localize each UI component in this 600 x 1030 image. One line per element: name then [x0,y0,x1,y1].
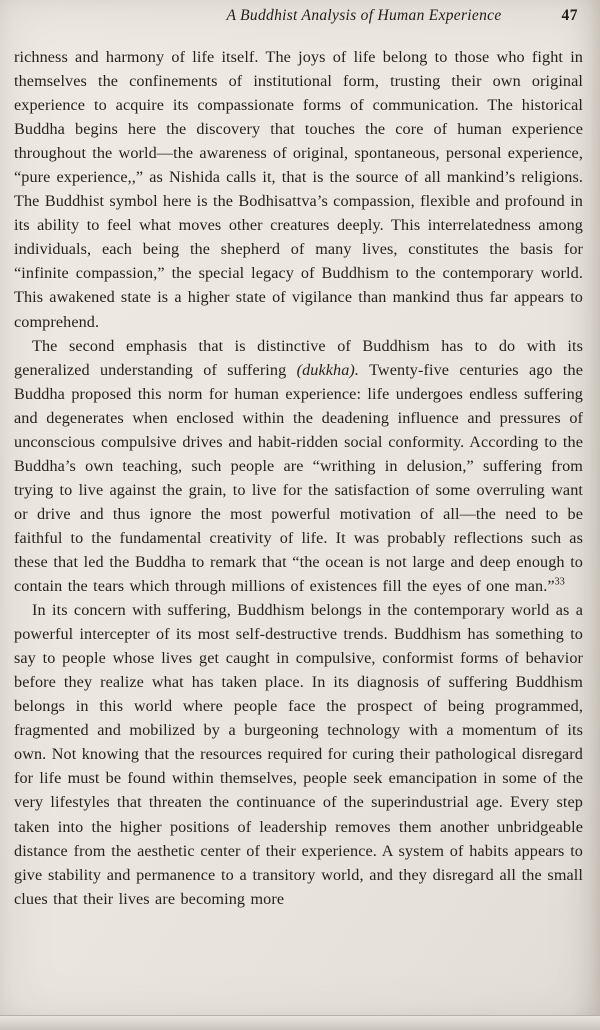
paragraph [14,598,583,911]
text-run: The second emphasis that is distinctive of Buddhism has to do with its generalized understanding of suffering [14,336,583,379]
running-head-title: A Buddhist Analysis of Human Experience [226,7,502,24]
paragraph [14,334,583,599]
scan-bottom-edge [0,1015,600,1030]
page-body [14,45,583,911]
page-header [0,7,600,31]
italic-term: (dukkha). [296,360,360,379]
paragraph [14,45,583,334]
page-number: 47 [561,7,578,24]
footnote-ref: 33 [554,576,565,588]
text-run: In its concern with suffering, Buddhism belongs in the contemporary world as a powerful intercepter of its most self-destructive trends. Buddhism has something to say to people whose lives get caught in compulsive, conformist forms of behavior before they realize what has taken place. In its diagnosis of suffering Buddhism belongs in this world where people face the prospect of being programmed, fragmented and mobilized by a burgeoning technology with a momentum of its own. Not knowing that the resources required for curing their pathological disregard for life must be found within themselves, people seek emancipation in some of the very lifestyles that threaten the continuance of the superindustrial age. Every step taken into the higher positions of leadership removes them another unbridgeable distance from the aesthetic center of their experience. A system of habits appears to give stability and permanence to a transitory world, and they disregard all the small clues that their lives are becoming more [14,601,583,908]
text-run: Twenty-five centuries ago the Buddha proposed this norm for human experience: life undergoes endless suffering and degenerates when enclosed within the deadening influence and pressures of unconscious compulsive drives and habit-ridden social conformity. According to the Buddha’s own teaching, such people are “writhing in delusion,” suffering from trying to live against the grain, to live for the satisfaction of some overruling want or drive and thus ignore the most powerful motivation of all—the need to be faithful to the fundamental creativity of life. It was probably reflections such as these that led the Buddha to remark that “the ocean is not large and deep enough to contain the tears which through millions of existences fill the eyes of one man.” [14,360,583,596]
text-run: richness and harmony of life itself. The joys of life belong to those who fight in themselves the confinements of institutional form, trusting their own original experience to acquire its compassionate forms of communication. The historical Buddha begins here the discovery that touches the core of human experience throughout the world—the awareness of original, spontaneous, personal experience, “pure experience,,” as Nishida calls it, that is the source of all mankind’s religions. The Buddhist symbol here is the Bodhisattva’s compassion, flexible and profound in its ability to feel what moves other creatures deeply. This interrelatedness among individuals, each being the shepherd of many lives, constitutes the basis for “infinite compassion,” the special legacy of Buddhism to the contemporary world. This awakened state is a higher state of vigilance than mankind thus far appears to comprehend. [14,48,583,331]
